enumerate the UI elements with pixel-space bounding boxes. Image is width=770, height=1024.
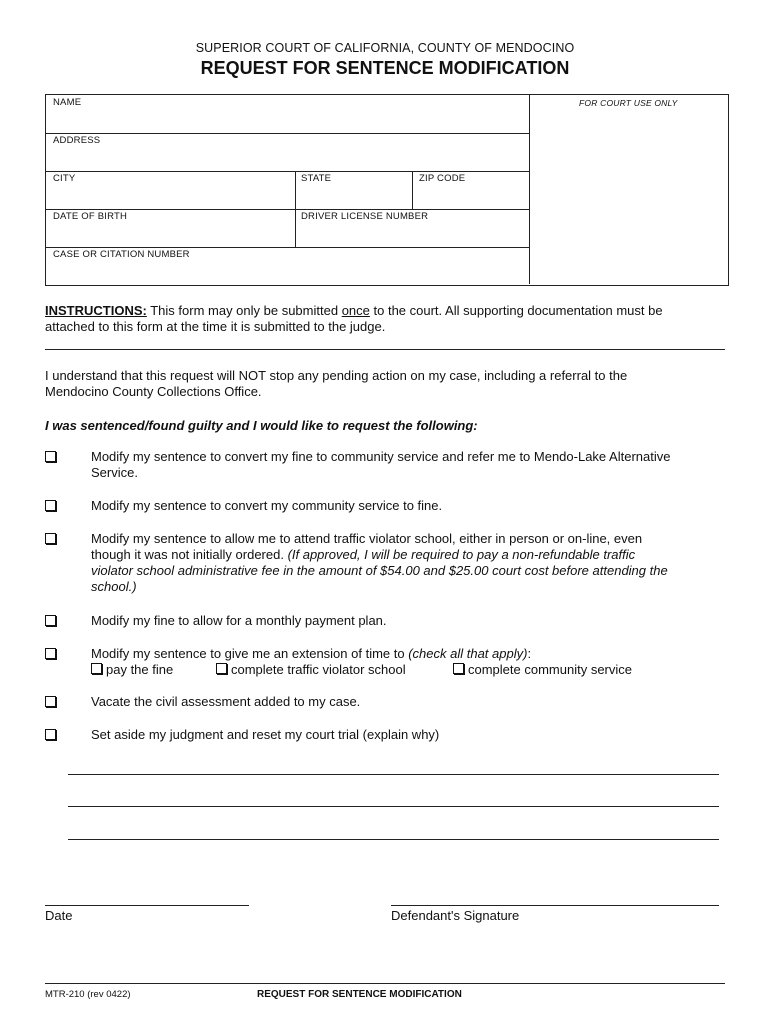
option-7-checkbox[interactable] — [45, 729, 56, 740]
option-1-text — [91, 449, 731, 481]
defendant-signature-label: Defendant's Signature — [391, 908, 520, 923]
sub-option-label: complete community service — [468, 662, 632, 677]
date-label: Date — [45, 908, 73, 923]
option-text: (If approved, I will be required to pay a non-refundable traffic — [287, 547, 636, 562]
option-2-text: Modify my sentence to convert my community service to fine. — [91, 498, 443, 513]
signature-line[interactable] — [391, 905, 719, 906]
option-text: Modify my sentence to allow me to attend traffic violator school, either in person or on-line, even — [91, 531, 643, 546]
traffic-school-checkbox[interactable] — [216, 663, 227, 674]
zip-field[interactable]: ZIP CODE — [419, 173, 466, 184]
explanation-line[interactable] — [68, 839, 719, 840]
row-divider — [46, 171, 529, 172]
option-6-checkbox[interactable] — [45, 696, 56, 707]
understanding-text: Mendocino County Collections Office. — [45, 384, 262, 399]
row-divider — [46, 247, 529, 248]
option-text: though it was not initially ordered. — [91, 547, 288, 562]
understanding-text: I understand that this request will NOT stop any pending action on my case, including a referral to the — [45, 368, 628, 383]
pay-fine-checkbox[interactable] — [91, 663, 102, 674]
option-3-checkbox[interactable] — [45, 533, 56, 544]
option-2-checkbox[interactable] — [45, 500, 56, 511]
row-divider — [46, 133, 529, 134]
option-3-text — [91, 531, 741, 595]
license-field[interactable]: DRIVER LICENSE NUMBER — [301, 211, 429, 222]
instructions — [45, 303, 745, 335]
option-text: Service. — [91, 465, 138, 480]
footer-line — [45, 983, 725, 984]
case-number-field[interactable]: CASE OR CITATION NUMBER — [53, 249, 190, 260]
sub-option-pay-fine — [91, 662, 173, 678]
option-7-text: Set aside my judgment and reset my court trial (explain why) — [91, 727, 440, 742]
name-field[interactable]: NAME — [53, 97, 82, 108]
sub-option-label: pay the fine — [106, 662, 174, 677]
court-use-divider — [529, 95, 530, 284]
sub-option-traffic-school — [216, 662, 406, 678]
court-name: SUPERIOR COURT OF CALIFORNIA, COUNTY OF MENDOCINO — [195, 41, 575, 55]
instructions-once: once — [341, 303, 370, 318]
instructions-text: attached to this form at the time it is submitted to the judge. — [45, 319, 386, 334]
instructions-text: to the court. All supporting documentation must be — [369, 303, 663, 318]
understanding-statement — [45, 368, 745, 400]
instructions-label: INSTRUCTIONS: — [45, 303, 147, 318]
date-line[interactable] — [45, 905, 249, 906]
explanation-line[interactable] — [68, 774, 719, 775]
option-text: : — [527, 646, 532, 661]
address-field[interactable]: ADDRESS — [53, 135, 101, 146]
separator-line — [45, 349, 725, 350]
row-divider — [46, 209, 529, 210]
instructions-text: This form may only be submitted — [146, 303, 342, 318]
option-text: violator school administrative fee in the amount of $54.00 and $25.00 court cost before attending the — [91, 563, 668, 578]
option-1-checkbox[interactable] — [45, 451, 56, 462]
option-text: (check all that apply) — [408, 646, 528, 661]
state-field[interactable]: STATE — [301, 173, 332, 184]
option-text: Modify my sentence to convert my fine to community service and refer me to Mendo-Lake Alternative — [91, 449, 671, 464]
col-divider — [412, 171, 413, 209]
city-field[interactable]: CITY — [53, 173, 76, 184]
sub-option-community-service — [453, 662, 632, 678]
option-text: Modify my sentence to give me an extension of time to — [91, 646, 409, 661]
form-id: MTR-210 (rev 0422) — [45, 989, 131, 1000]
footer-title: REQUEST FOR SENTENCE MODIFICATION — [257, 989, 462, 1000]
form-title: REQUEST FOR SENTENCE MODIFICATION — [200, 58, 570, 78]
request-heading: I was sentenced/found guilty and I would like to request the following: — [45, 418, 478, 433]
option-6-text: Vacate the civil assessment added to my case. — [91, 694, 361, 709]
option-5-text — [91, 646, 741, 662]
court-use-label: FOR COURT USE ONLY — [579, 98, 678, 108]
option-5-checkbox[interactable] — [45, 648, 56, 659]
option-4-checkbox[interactable] — [45, 615, 56, 626]
option-text: school.) — [91, 579, 137, 594]
dob-field[interactable]: DATE OF BIRTH — [53, 211, 128, 222]
option-4-text: Modify my fine to allow for a monthly payment plan. — [91, 613, 387, 628]
explanation-line[interactable] — [68, 806, 719, 807]
col-divider — [295, 171, 296, 247]
community-service-checkbox[interactable] — [453, 663, 464, 674]
info-grid — [45, 94, 729, 286]
sub-option-label: complete traffic violator school — [231, 662, 406, 677]
